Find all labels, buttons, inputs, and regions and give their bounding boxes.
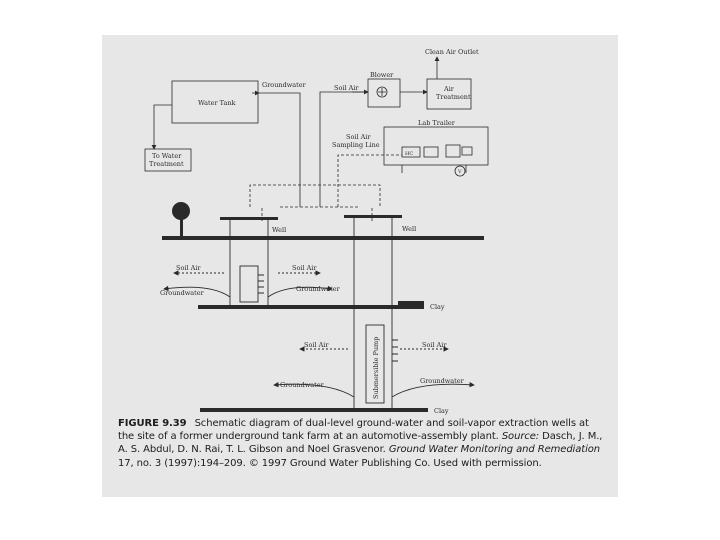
well-schematic: [102, 35, 618, 415]
sampling-line: [338, 155, 402, 207]
groundwater-return-pipe: [258, 93, 300, 207]
tank-to-treatment-pipe: [154, 105, 172, 149]
groundwater-lower-left-label: Groundwater: [280, 381, 324, 389]
lower-clay-layer: [200, 408, 428, 412]
well-right-label: Well: [402, 225, 417, 233]
lab-trailer-label: Lab Trailer: [418, 119, 455, 127]
tree-trunk: [180, 219, 183, 237]
caption-source-label: Source:: [501, 431, 540, 443]
blower-box: [368, 79, 400, 107]
figure-label: FIGURE 9.39: [118, 418, 187, 429]
soil-air-sampling-label-2: Sampling Line: [332, 141, 380, 149]
figure-caption: [118, 417, 608, 470]
air-label: Air: [444, 85, 454, 93]
clay-upper-label: Clay: [430, 303, 445, 311]
treatment-label: Treatment: [436, 93, 471, 101]
right-wellhead: [344, 215, 402, 218]
tree-icon: [172, 202, 190, 220]
clay-lower-label: Clay: [434, 407, 449, 415]
scanned-figure: [102, 35, 618, 497]
treatment-water-label: Treatment: [149, 160, 184, 168]
caption-citation: 17, no. 3 (1997):194–209. © 1997 Ground Water Publishing Co. Used with permission.: [118, 457, 542, 469]
clean-air-outlet-label: Clean Air Outlet: [425, 48, 479, 56]
caption-text: Schematic diagram of dual-level ground-water and soil-vapor extraction wells at the site of a former underground tank farm at an automotive-assembly plant.: [118, 418, 589, 443]
water-tank-label: Water Tank: [198, 99, 236, 107]
soil-air-lower-right-label: Soil Air: [422, 341, 447, 349]
groundwater-upper-right-label: Groundwater: [296, 285, 340, 293]
soil-air-suction-pipe: [320, 92, 368, 207]
soil-air-lower-left-label: Soil Air: [304, 341, 329, 349]
meter-v-label: V: [458, 169, 462, 175]
groundwater-lower-right-label: Groundwater: [420, 377, 464, 385]
soil-air-blower-label: Soil Air: [334, 84, 359, 92]
blower-label: Blower: [370, 71, 394, 79]
left-wellhead: [220, 217, 278, 220]
lab-trailer-box: [384, 127, 488, 165]
hc-label: HC: [405, 151, 414, 157]
upper-clay-layer: [198, 305, 424, 309]
ground-surface: [162, 236, 484, 240]
caption-authors: Dasch, J. M., A. S. Abdul, D. N. Rai, T. L. Gibson and Noel Grasvenor.: [118, 431, 603, 456]
groundwater-upper-left-label: Groundwater: [160, 289, 204, 297]
soil-air-upper-right-label: Soil Air: [292, 264, 317, 272]
well-left-label: Well: [272, 226, 287, 234]
soil-air-upper-left-label: Soil Air: [176, 264, 201, 272]
soil-air-sampling-label-1: Soil Air: [346, 133, 371, 141]
groundwater-top-label: Groundwater: [262, 81, 306, 89]
caption-journal: Ground Water Monitoring and Remediation: [388, 444, 601, 456]
to-water-label: To Water: [152, 152, 182, 160]
submersible-pump-label: Submersible Pump: [372, 336, 380, 399]
